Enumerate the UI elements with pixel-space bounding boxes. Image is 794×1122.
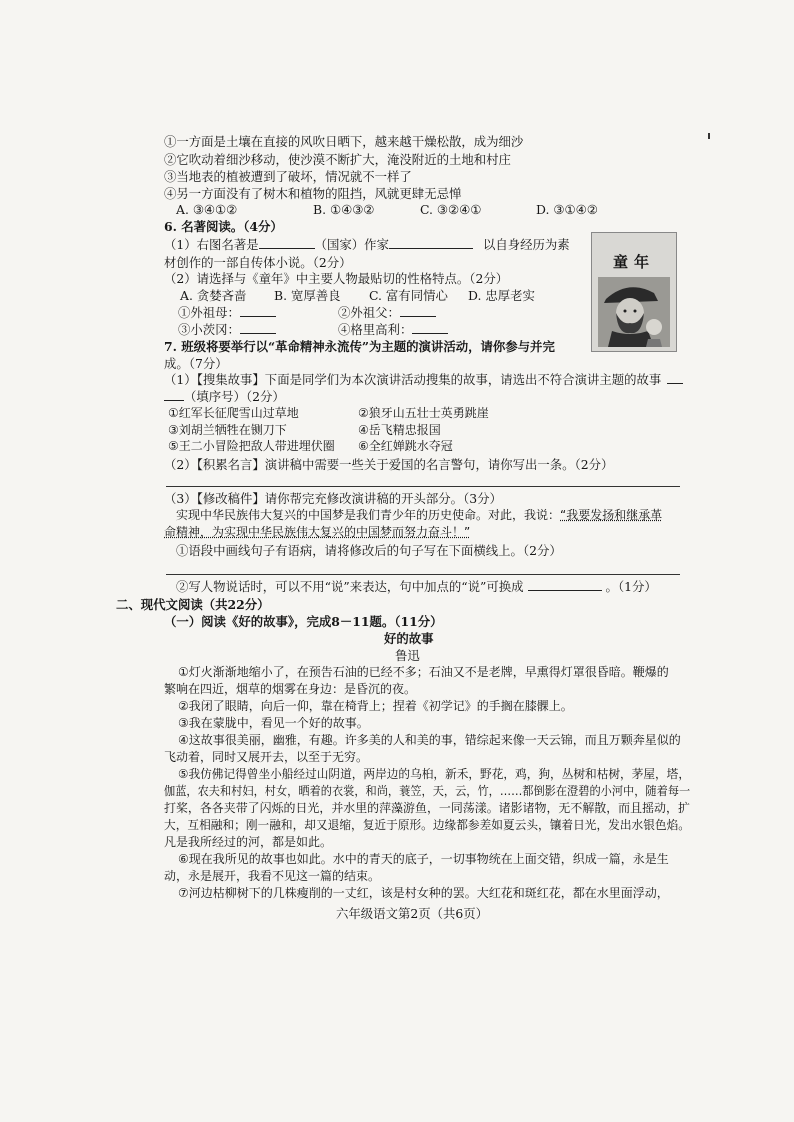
q6-character-1 — [178, 304, 276, 321]
article-line: 大，互相融和；刚一融和，却又退缩，复近于原形。边缘都参差如夏云头，镶着日光，发出水银色焰。 — [164, 818, 690, 832]
q7-title-line2: 成。（7分） — [164, 356, 228, 371]
article-line: 繁响在四近，烟草的烟雾在身边：是昏沉的夜。 — [164, 682, 417, 696]
q6-option-c: C. 富有同情心 — [369, 288, 448, 303]
q6-part1-line2: 材创作的一部自传体小说。（2分） — [164, 255, 352, 270]
gregory-blank[interactable] — [412, 321, 448, 334]
article-line: ②我闭了眼睛，向后一仰，靠在椅背上；捏着《初学记》的手搁在膝髁上。 — [178, 699, 573, 713]
character-label-grandmother: ①外祖母： — [178, 305, 240, 320]
q6-part2: （2）请选择与《童年》中主要人物最贴切的性格特点。（2分） — [164, 271, 509, 286]
story-5: ⑤王二小冒险把敌人带进埋伏圈 — [168, 439, 335, 453]
article-line: 飞动着，同时又展开去，以至于无穷。 — [164, 750, 369, 764]
q7-sub2-score: 。（1分） — [605, 579, 657, 594]
draft-line-2: 命精神，为实现中华民族伟大复兴的中国梦而努力奋斗！” — [164, 525, 471, 539]
grandfather-blank[interactable] — [400, 304, 436, 317]
story-6: ⑥全红婵跳水夺冠 — [358, 439, 453, 453]
q6-option-b: B. 宽厚善良 — [274, 288, 341, 303]
q5-option-d: D. ③①④② — [536, 202, 598, 217]
q6-part1-line1 — [164, 236, 570, 253]
q6-title: 6. 名著阅读。（4分） — [164, 219, 283, 234]
article-line: 伽蓝，农夫和村妇，村女，晒着的衣裳，和尚，蓑笠，天，云，竹，……都倒影在澄碧的小河中，随着每一 — [164, 784, 691, 798]
q7-sub2-text: ②写人物说话时，可以不用“说”来表达，句中加点的“说”可换成 — [176, 579, 524, 594]
q7-part1-hint: （填序号）（2分） — [184, 389, 285, 404]
country-blank[interactable] — [259, 236, 315, 249]
say-replacement-blank[interactable] — [528, 578, 602, 591]
q7-title: 7. 班级将要举行以“革命精神永流传”为主题的演讲活动，请你参与并完 — [164, 339, 555, 354]
q7-sub2 — [176, 578, 657, 595]
character-label-gregory: ④格里高利： — [338, 322, 413, 337]
q5-option-c: C. ③②④① — [420, 202, 482, 217]
book-cover-image — [591, 232, 677, 352]
q6-part1-text-b: （国家）作家 — [314, 237, 389, 252]
q7-part1-line2 — [164, 388, 285, 405]
book-cover-title: 童年 — [612, 253, 655, 271]
q6-option-d: D. 忠厚老实 — [468, 288, 535, 303]
article-line: ④这故事很美丽，幽雅，有趣。许多美的人和美的事，错综起来像一天云锦，而且万颗奔星似的 — [178, 733, 681, 747]
article-line: ⑥现在我所见的故事也如此。水中的青天的底子，一切事物统在上面交错，织成一篇，永是生 — [178, 852, 669, 866]
q7-part2: （2）【积累名言】演讲稿中需要一些关于爱国的名言警句，请你写出一条。（2分） — [164, 457, 614, 472]
q7-sub1: ①语段中画线句子有语病，请将修改后的句子写在下面横线上。（2分） — [176, 543, 562, 558]
story-3: ③刘胡兰牺牲在铡刀下 — [168, 423, 287, 437]
q5-sentence-1: ①一方面是土壤在直接的风吹日晒下，越来越干燥松散，成为细沙 — [164, 134, 524, 149]
article-line: 打桨，各各夹带了闪烁的日光，并水里的萍藻游鱼，一同荡漾。诸影诸物，无不解散，而且摇动，扩 — [164, 801, 690, 815]
article-line: ①灯火渐渐地缩小了，在预告石油的已经不多；石油又不是老牌，早熏得灯罩很昏暗。鞭爆的 — [178, 665, 669, 679]
story-1: ①红军长征爬雪山过草地 — [168, 406, 299, 420]
article-title: 好的故事 — [384, 631, 434, 646]
q5-sentence-4: ④另一方面没有了树木和植物的阻挡，风就更肆无忌惮 — [164, 186, 462, 201]
quote-answer-line[interactable] — [166, 486, 680, 487]
article-line: ⑦河边枯柳树下的几株瘦削的一丈红，该是村女种的罢。大红花和斑红花，都在水里面浮动， — [178, 886, 669, 900]
q5-option-a: A. ③④①② — [176, 202, 238, 217]
gypsy-blank[interactable] — [240, 321, 276, 334]
q6-part1-text-c: 以自身经历为素 — [482, 237, 570, 252]
article-line: ③我在蒙胧中，看见一个好的故事。 — [178, 716, 369, 730]
q7-part1-text: （1）【搜集故事】下面是同学们为本次演讲活动搜集的故事，请选出不符合演讲主题的故事 — [164, 372, 662, 387]
q5-sentence-3: ③当地表的植被遭到了破坏，情况就不一样了 — [164, 169, 412, 184]
article-line: ⑤我仿佛记得曾坐小船经过山阴道，两岸边的乌桕，新禾，野花，鸡，狗，丛树和枯树，茅屋，塔， — [178, 767, 691, 781]
q6-character-4 — [338, 321, 448, 338]
q6-character-3 — [178, 321, 276, 338]
grandmother-blank[interactable] — [240, 304, 276, 317]
character-label-gypsy: ③小茨冈： — [178, 322, 240, 337]
draft-text: 实现中华民族伟大复兴的中国梦是我们青少年的历史使命。对此，我说： — [176, 508, 561, 522]
section-2-subheading: （一）阅读《好的故事》，完成8－11题。（11分） — [164, 614, 443, 629]
story-answer-blank-2[interactable] — [164, 388, 184, 401]
book-cover-illustration — [598, 277, 670, 347]
q6-part1-text-a: （1）右图名著是 — [164, 237, 259, 252]
article-author: 鲁迅 — [395, 648, 420, 663]
q5-option-b: B. ①④③② — [313, 202, 375, 217]
story-4: ④岳飞精忠报国 — [358, 423, 441, 437]
q6-option-a: A. 贪婪吝啬 — [180, 288, 247, 303]
q7-part3: （3）【修改稿件】请你帮完充修改演讲稿的开头部分。（3分） — [164, 491, 502, 506]
story-2: ②狼牙山五壮士英勇跳崖 — [358, 406, 489, 420]
character-label-grandfather: ②外祖父： — [338, 305, 400, 320]
story-answer-blank[interactable] — [667, 371, 683, 384]
scan-mark — [708, 133, 710, 139]
article-line: 动，永是展开，我看不见这一篇的结束。 — [164, 869, 381, 883]
section-2-heading: 二、现代文阅读（共22分） — [116, 597, 270, 612]
draft-underlined-sentence: “我要发扬和继承革 — [560, 508, 663, 522]
q6-character-2 — [338, 304, 436, 321]
q7-part1 — [164, 371, 683, 388]
correction-answer-line[interactable] — [166, 574, 680, 575]
draft-line-1 — [176, 507, 662, 524]
page-footer: 六年级语文第2页（共6页） — [336, 906, 489, 921]
author-blank[interactable] — [389, 236, 473, 249]
q5-sentence-2: ②它吹动着细沙移动，使沙漠不断扩大，淹没附近的土地和村庄 — [164, 152, 511, 167]
article-line: 凡是我所经过的河，都是如此。 — [164, 835, 333, 849]
